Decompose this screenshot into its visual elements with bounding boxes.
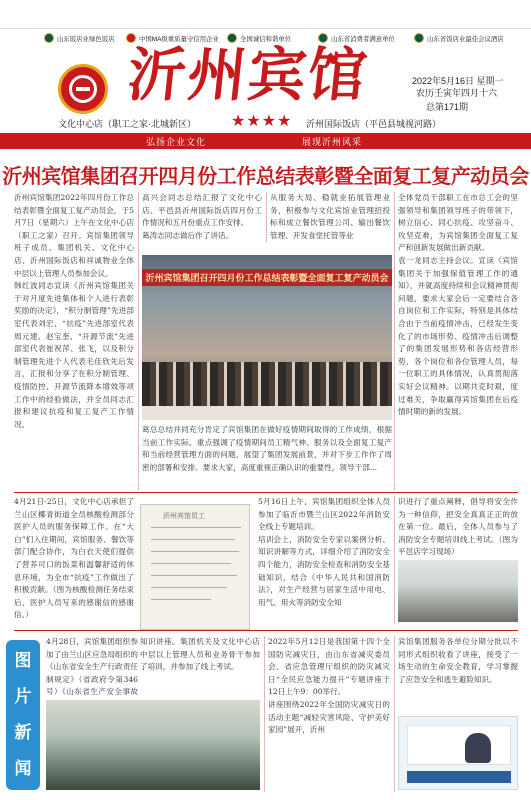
col-divider (264, 636, 265, 792)
brief-fire-safety: 5月16日上午，宾馆集团组织全体人员参加了临沂市暨兰山区2022年消防安全线上专题培训。 培训会上，消防安全专家以案例分析、知识讲解等方式，详细介绍了消防安全四个能力，消防安全检查和消防安全基础知识，结合《中华人民共和国消防法》，对生产经营与居家生活中用电、用气、用火等消防安全知 (258, 497, 390, 607)
stamp-char: 片 (14, 687, 32, 706)
slogan-band (0, 133, 531, 149)
meeting-attendees (142, 362, 392, 412)
section-divider (14, 630, 518, 631)
col-divider (394, 192, 395, 490)
fire-training-photo (398, 560, 518, 622)
award-5 (414, 33, 504, 43)
brief-disaster-day: 2022年5月12日是我国第十四个全国防灾减灾日，由山东省减灾委员会、省应急管理厅组织的防灾减灾日“全民应急能力提升”专题讲座于12日上午9：00举行。 讲座围绕2022年全国防灾减灾日的活动主题“减轻灾害风险、守护美好家园”展开，沂州 (268, 637, 390, 735)
left-branch: 文化中心店（职工之家·北城新区） (58, 119, 196, 129)
right-branch: 沂州国际饭店（平邑县城视河路） (306, 119, 442, 129)
brief-safety-lecture-cont: 知识讲座。集团机关及文化中心店中层以上管理人员和业务骨干参加了培训，并参加了线上考试。 (140, 637, 260, 672)
brief-fire-safety-cont: 识进行了重点阐释，倡导将安全作为一种信仰，把安全真真正正的放在第一位。最后，全体人员参与了消防安全专题培训线上考试。（图为平邑店学习现场） (398, 497, 518, 557)
meeting-photo (142, 255, 392, 420)
letter-title: 沂州宾馆员工 (163, 512, 205, 520)
main-headline: 沂州宾馆集团召开四月份工作总结表彰暨全面复工复产动员会 (2, 166, 529, 188)
brief-safety-lecture: 4月28日，宾馆集团组织参加了由兰山区应急局组织的《山东省安全生产行政责任制规定》（省政府令第346号）《山东省生产安全事故 (46, 637, 138, 697)
meeting-table (142, 406, 392, 420)
safety-lecture-photo (46, 700, 260, 790)
stars-icon: ★★★★ (231, 111, 293, 130)
article-col-1: 沂州宾馆集团2022年四月份工作总结表彰暨全面复工复产动员会，于5月7日（星期六）上午在文化中心店（职工之家）召开。宾馆集团领导班子成员、集团机关、文化中心店、沂州国际饭店和祥诚物业全体中层以上管理人员参加会议。 韩红波同志宣读《沂州宾馆集团关于对月度先进集体和个人进行表彰奖励的决定》，“积分制管理”先进部室代表刘宏、“抗疫”先进部室代表周元建、赵宝奎、“开源节流”先进部室代表崔祝萍、张飞，以及积分制管理先进个人代表毛佳欣先后发言，汇报和分享了在积分制管理、疫情防控、开源节流降本增效等项工作中的经验做法，并全员同志汇报和建议抗疫和复工复产工作情况。 (14, 193, 134, 429)
thank-you-letter-photo (140, 504, 250, 630)
section-divider (14, 492, 518, 493)
award-text: 中国MA级重质量守信用企业 (139, 35, 219, 43)
award-text: 山东饭店业绿色饭店 (57, 35, 115, 43)
article-col-3: 从服务大局、稳就业拓展管理业务，积极参与文化宾馆业管理招投标和成立餐饮管理公司、输出餐饮管理、开发食堂托管等业 (270, 193, 390, 240)
hotel-logo-icon (58, 64, 108, 114)
stamp-char: 闻 (14, 759, 32, 778)
meeting-banner: 沂州宾馆集团召开四月份工作总结表彰暨全面复工复产动员会 (142, 269, 392, 286)
col-divider (394, 636, 395, 792)
issue-number: 总第171期 (426, 102, 469, 112)
brief-disaster-day-cont: 宾馆集团服务各单位分期分批以不同形式组织收看了讲座，接受了一场生动的生命安全教育，学习掌握了应急安全和逃生避险知识。 (398, 637, 518, 684)
article-col-2-3-bottom: 葛总总结并同充分肯定了宾馆集团在做好疫情期间取得的工作成绩，根据当前工作实际，重点强调了疫情期间员工精气神、服务以及全面复工复产和当前经营管理方面的问题，展望了集团发展前景，并对下步工作作了周密的部署和安排。要求大家，高度重视正确认识的重要性，领导干部... (142, 425, 392, 472)
brief-health-workers: 4月21日-25日，文化中心店承担了兰山区椰青街道全员核酸检测部分医护人员的服务保障工作。在“大白”们入住期间，宾馆服务、餐饮等部门配合协作，为白衣天使们提供了营养可口的饭菜和温馨舒适的休息环境，为全市“抗疫”工作做出了积极贡献。（图为核酸检测任务结束后，医护人员写来的感谢信的感谢信。） (14, 497, 134, 620)
award-text: 山东省消费者满意单位 (331, 35, 395, 43)
article-col-4: 全体党员干部职工在市总工会的坚强领导和集团领导班子的带领下，树立信心、同心抗疫、攻坚奋斗、攻坚克难，为宾馆集团全面复工复产和创新发展做出新贡献。 袁一龙同志主持会议。宣读《宾馆集团关于加强保值管理工作的通知》，并就高度持续和会议精神贯彻问题，要求大家会后一定要结合各自岗位和工作实际，特别是具体结合由于当前疫情冲击，已经发生变化了的市场形势、疫情冲击后调整了的集团发展形势和各店经营形势，各个岗位和各位管理人员，每一位职工的具体情况，认真贯彻落实好会议精神。以期共克时艰，度过难关，争取赢得宾馆集团在后疫情时期的新的发展。 (398, 193, 518, 417)
lunar-date: 农历壬寅年四月十六 (416, 88, 498, 98)
award-text: 全国诚信和谐单位 (240, 35, 292, 43)
picture-news-stamp (6, 640, 40, 790)
green-seal-icon (414, 33, 424, 43)
col-divider (394, 496, 395, 624)
col-divider (266, 192, 267, 242)
stamp-char: 图 (14, 651, 32, 670)
slogan-right: 展现沂州风采 (302, 137, 363, 147)
livestream-screen-photo (398, 716, 518, 790)
masthead-title: 沂州宾馆 (124, 41, 372, 109)
stamp-char: 新 (14, 723, 32, 742)
top-rule (0, 28, 531, 29)
award-1 (44, 33, 115, 43)
award-text: 山东省饭店业最佳会议酒店 (427, 35, 504, 43)
col-divider (138, 192, 139, 490)
issue-date: 2022年5月16日 星期一 (412, 76, 504, 86)
green-seal-icon (44, 33, 54, 43)
article-col-2: 高兴会同志总结汇报了文化中心店、平邑县沂州国际饭店四月份工作情况和五月份重点工作安排。 葛涛志同志做后作了讲话。 (142, 193, 262, 240)
slogan-left: 弘扬企业文化 (146, 137, 207, 147)
